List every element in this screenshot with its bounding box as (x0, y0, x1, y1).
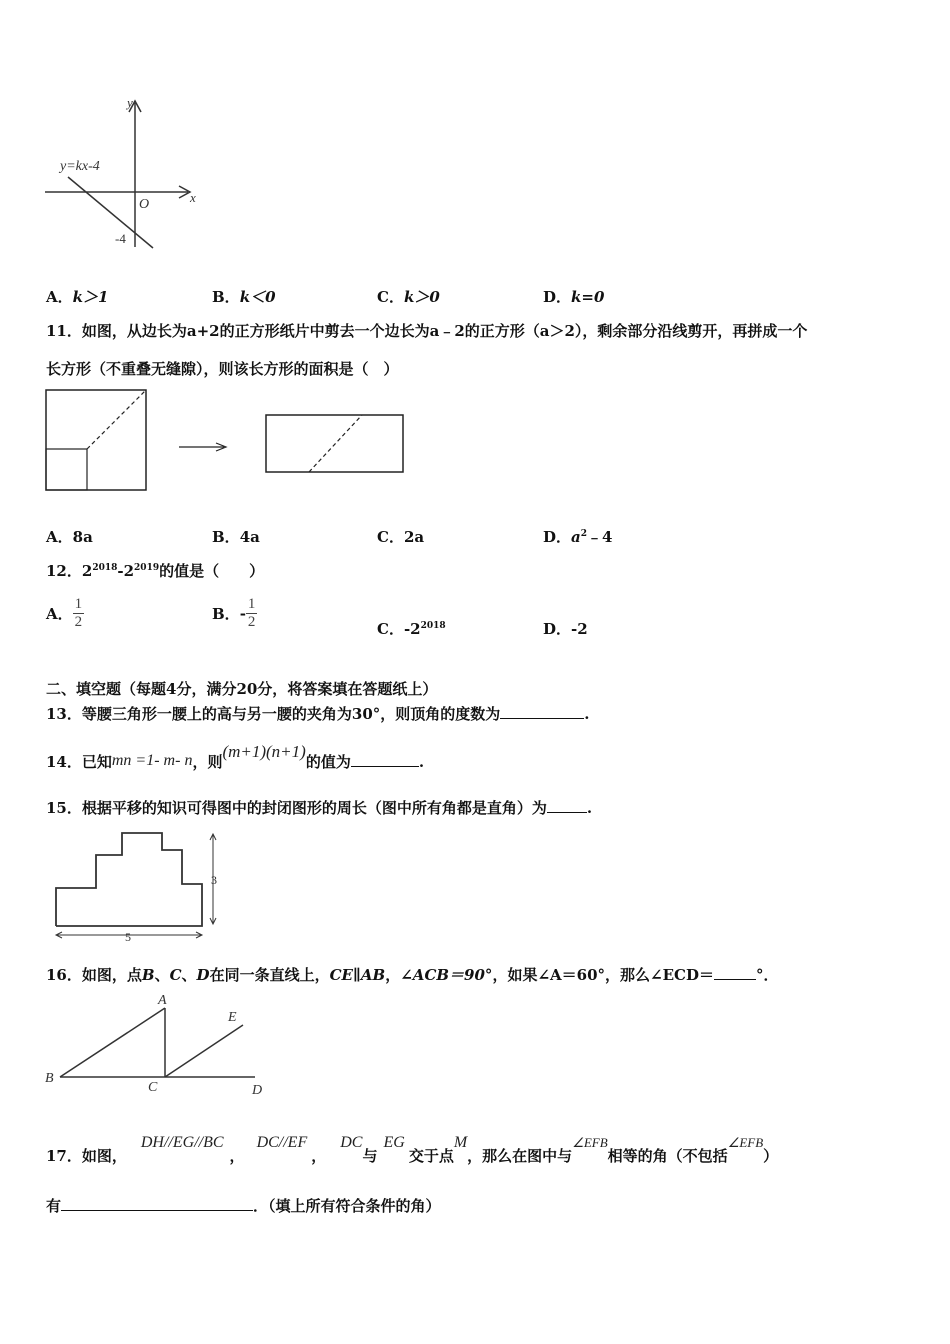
q17-line2: 有 ．（填上所有符合条件的角） (46, 1197, 441, 1215)
q10-option-c: C．k＞0 (377, 288, 440, 306)
q10-option-b: B．k＜0 (212, 288, 276, 306)
q12-stem: 12．$2^{2018}-2^{2019}$的值是（ ） (46, 562, 265, 580)
q11-line2: 长方形（不重叠无缝隙），则该长方形的面积是（ ） (46, 360, 399, 378)
intercept-label: -4 (115, 231, 126, 246)
q12-option-d: D．-2 (543, 620, 588, 638)
q11-line1: 11．如图，从边长为a+2的正方形纸片中剪去一个边长为a﹣2的正方形（a＞2），剩余部分沿线剪开，再拼成一个 (46, 322, 808, 340)
staircase-shape (56, 833, 202, 926)
label-b: B (45, 1071, 54, 1086)
q17-line1: 17．如图，DH//EG//BC，DC//EF，DC与EG交于点M，那么在图中与∠EFB相等的角（不包括∠EFB） (46, 1134, 779, 1165)
label-d: D (252, 1083, 263, 1098)
q11-option-a: A．8a (46, 528, 93, 546)
q12-option-c: C．$-2^{2018}$ (377, 620, 446, 638)
q16: 16．如图，点B、C、D在同一条直线上，CE∥AB，∠ACB＝90°，如果∠A＝60°，那么∠ECD＝ °． (46, 966, 779, 984)
section-heading: 二、填空题（每题4分，满分20分，将答案填在答题纸上） (46, 680, 438, 698)
origin-label: O (139, 197, 150, 212)
q13: 13．等腰三角形一腰上的高与另一腰的夹角为30°，则顶角的度数为 . (46, 705, 590, 723)
ray-ce (165, 1025, 243, 1077)
q16-figure (40, 990, 280, 1100)
q11-option-d: D．$a^2﹣4$ (543, 528, 613, 546)
label-c: C (148, 1080, 158, 1095)
segment-ab (60, 1008, 165, 1077)
result-rectangle (266, 415, 403, 472)
line-y-kx-4 (68, 177, 153, 248)
result-dashed-line (309, 415, 362, 472)
q11-figure (44, 388, 424, 493)
answer-blank[interactable] (500, 704, 584, 719)
fraction-half: $\frac{1}{2}$ (247, 596, 256, 630)
label-e: E (228, 1010, 237, 1025)
y-label: y (127, 95, 133, 110)
cut-square (46, 449, 87, 490)
q15-figure (48, 828, 228, 944)
q11-option-c: C．2a (377, 528, 425, 546)
q15: 15．根据平移的知识可得图中的封闭图形的周长（图中所有角都是直角）为 . (46, 799, 593, 817)
fraction-half: $\frac{1}{2}$ (74, 596, 83, 630)
q11-option-b: B．4a (212, 528, 260, 546)
answer-blank[interactable] (547, 798, 587, 813)
x-label: x (190, 190, 196, 205)
q10-graph (40, 95, 210, 255)
width-label: 5 (125, 930, 131, 944)
outer-square (46, 390, 146, 490)
answer-blank[interactable] (61, 1196, 253, 1211)
q10-option-d: D．k=0 (543, 288, 605, 306)
cut-line-dashed (87, 390, 146, 449)
height-label: 3 (211, 873, 217, 887)
eq-label: y=kx-4 (60, 159, 100, 174)
label-a: A (158, 993, 167, 1008)
q14: 14．已知mn =1- m- n，则(m+1)(n+1)的值为 . (46, 742, 425, 771)
answer-blank[interactable] (351, 752, 419, 767)
q12-option-a: A． $\frac{1}{2}$ (46, 596, 83, 630)
q12-option-b: B．- $\frac{1}{2}$ (212, 596, 256, 630)
q10-option-a: A．k＞1 (46, 288, 109, 306)
answer-blank[interactable] (714, 965, 756, 980)
